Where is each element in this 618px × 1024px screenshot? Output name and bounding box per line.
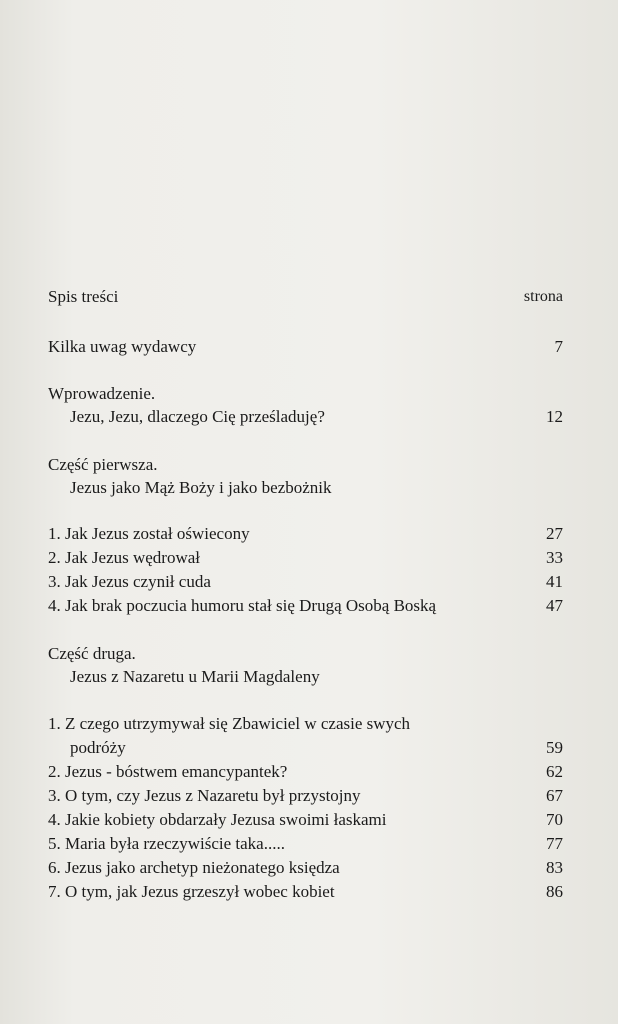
toc-entry-title: Część druga.: [48, 644, 136, 663]
toc-entry: [48, 736, 563, 760]
toc-entry: [48, 784, 563, 808]
toc-entry-title: 4. Jakie kobiety obdarzały Jezusa swoimi łaskami: [48, 810, 387, 829]
toc-entry: [48, 880, 563, 904]
toc-entry-page: 27: [546, 524, 563, 543]
toc-entry-title: Kilka uwag wydawcy: [48, 337, 197, 356]
toc-entry-page: 12: [546, 407, 563, 426]
toc-entry-page: 83: [546, 858, 563, 877]
toc-entry: [48, 712, 563, 736]
toc-entry-page: 47: [546, 596, 563, 615]
toc-header: [48, 285, 563, 309]
toc-entry-title: 1. Jak Jezus został oświecony: [48, 524, 250, 543]
toc-entry: [48, 405, 563, 429]
toc-entry: [48, 832, 563, 856]
toc-entry-title: 4. Jak brak poczucia humoru stał się Drugą Osobą Boską: [48, 596, 437, 615]
toc-entry: [48, 570, 563, 594]
toc-entry-title: 7. O tym, jak Jezus grzeszył wobec kobiet: [48, 882, 335, 901]
toc-entry: [48, 760, 563, 784]
toc-entry-title: 3. Jak Jezus czynił cuda: [48, 572, 211, 591]
toc-entry-page: 70: [546, 810, 563, 829]
toc-entry-page: 86: [546, 882, 563, 901]
toc-entry-title: Jezu, Jezu, dlaczego Cię prześladuję?: [70, 407, 325, 426]
toc-entry-title: 3. O tym, czy Jezus z Nazaretu był przystojny: [48, 786, 361, 805]
toc-entry-title: Wprowadzenie.: [48, 384, 156, 403]
toc-entry: [48, 453, 563, 477]
toc-entry-page: 67: [546, 786, 563, 805]
toc-entry-title: Jezus jako Mąż Boży i jako bezbożnik: [70, 478, 332, 497]
toc-entry-title: 5. Maria była rzeczywiście taka.....: [48, 834, 285, 853]
toc-entry: [48, 546, 563, 570]
toc-entry-title: Jezus z Nazaretu u Marii Magdaleny: [70, 667, 320, 686]
toc-entry: [48, 665, 563, 689]
toc-entry-page: 59: [546, 738, 563, 757]
toc-header-page-label: strona: [523, 288, 563, 305]
toc-entry-title: 6. Jezus jako archetyp nieżonatego księdza: [48, 858, 340, 877]
toc-entry-page: 41: [546, 572, 563, 591]
toc-entry: [48, 476, 563, 500]
toc-entry: [48, 642, 563, 666]
toc-entry-page: 77: [546, 834, 563, 853]
toc-entry: [48, 382, 563, 406]
toc-entry-title: Część pierwsza.: [48, 455, 158, 474]
toc-entry-title: 2. Jezus - bóstwem emancypantek?: [48, 762, 288, 781]
bleed-through-text: [330, 100, 610, 308]
toc-entry: [48, 856, 563, 880]
toc-entry-page: 62: [546, 762, 563, 781]
toc-entry-title: 2. Jak Jezus wędrował: [48, 548, 201, 567]
toc-entry-title: 1. Z czego utrzymywał się Zbawiciel w czasie swych: [48, 714, 411, 733]
toc-header-title: Spis treści: [48, 287, 119, 306]
toc-entry: [48, 335, 563, 359]
toc-entry-page: 7: [554, 337, 563, 356]
toc-entry: [48, 594, 563, 618]
toc-entry: [48, 522, 563, 546]
toc-entry-page: 33: [546, 548, 563, 567]
toc-entry: [48, 808, 563, 832]
toc-entry-title: podróży: [70, 738, 126, 757]
